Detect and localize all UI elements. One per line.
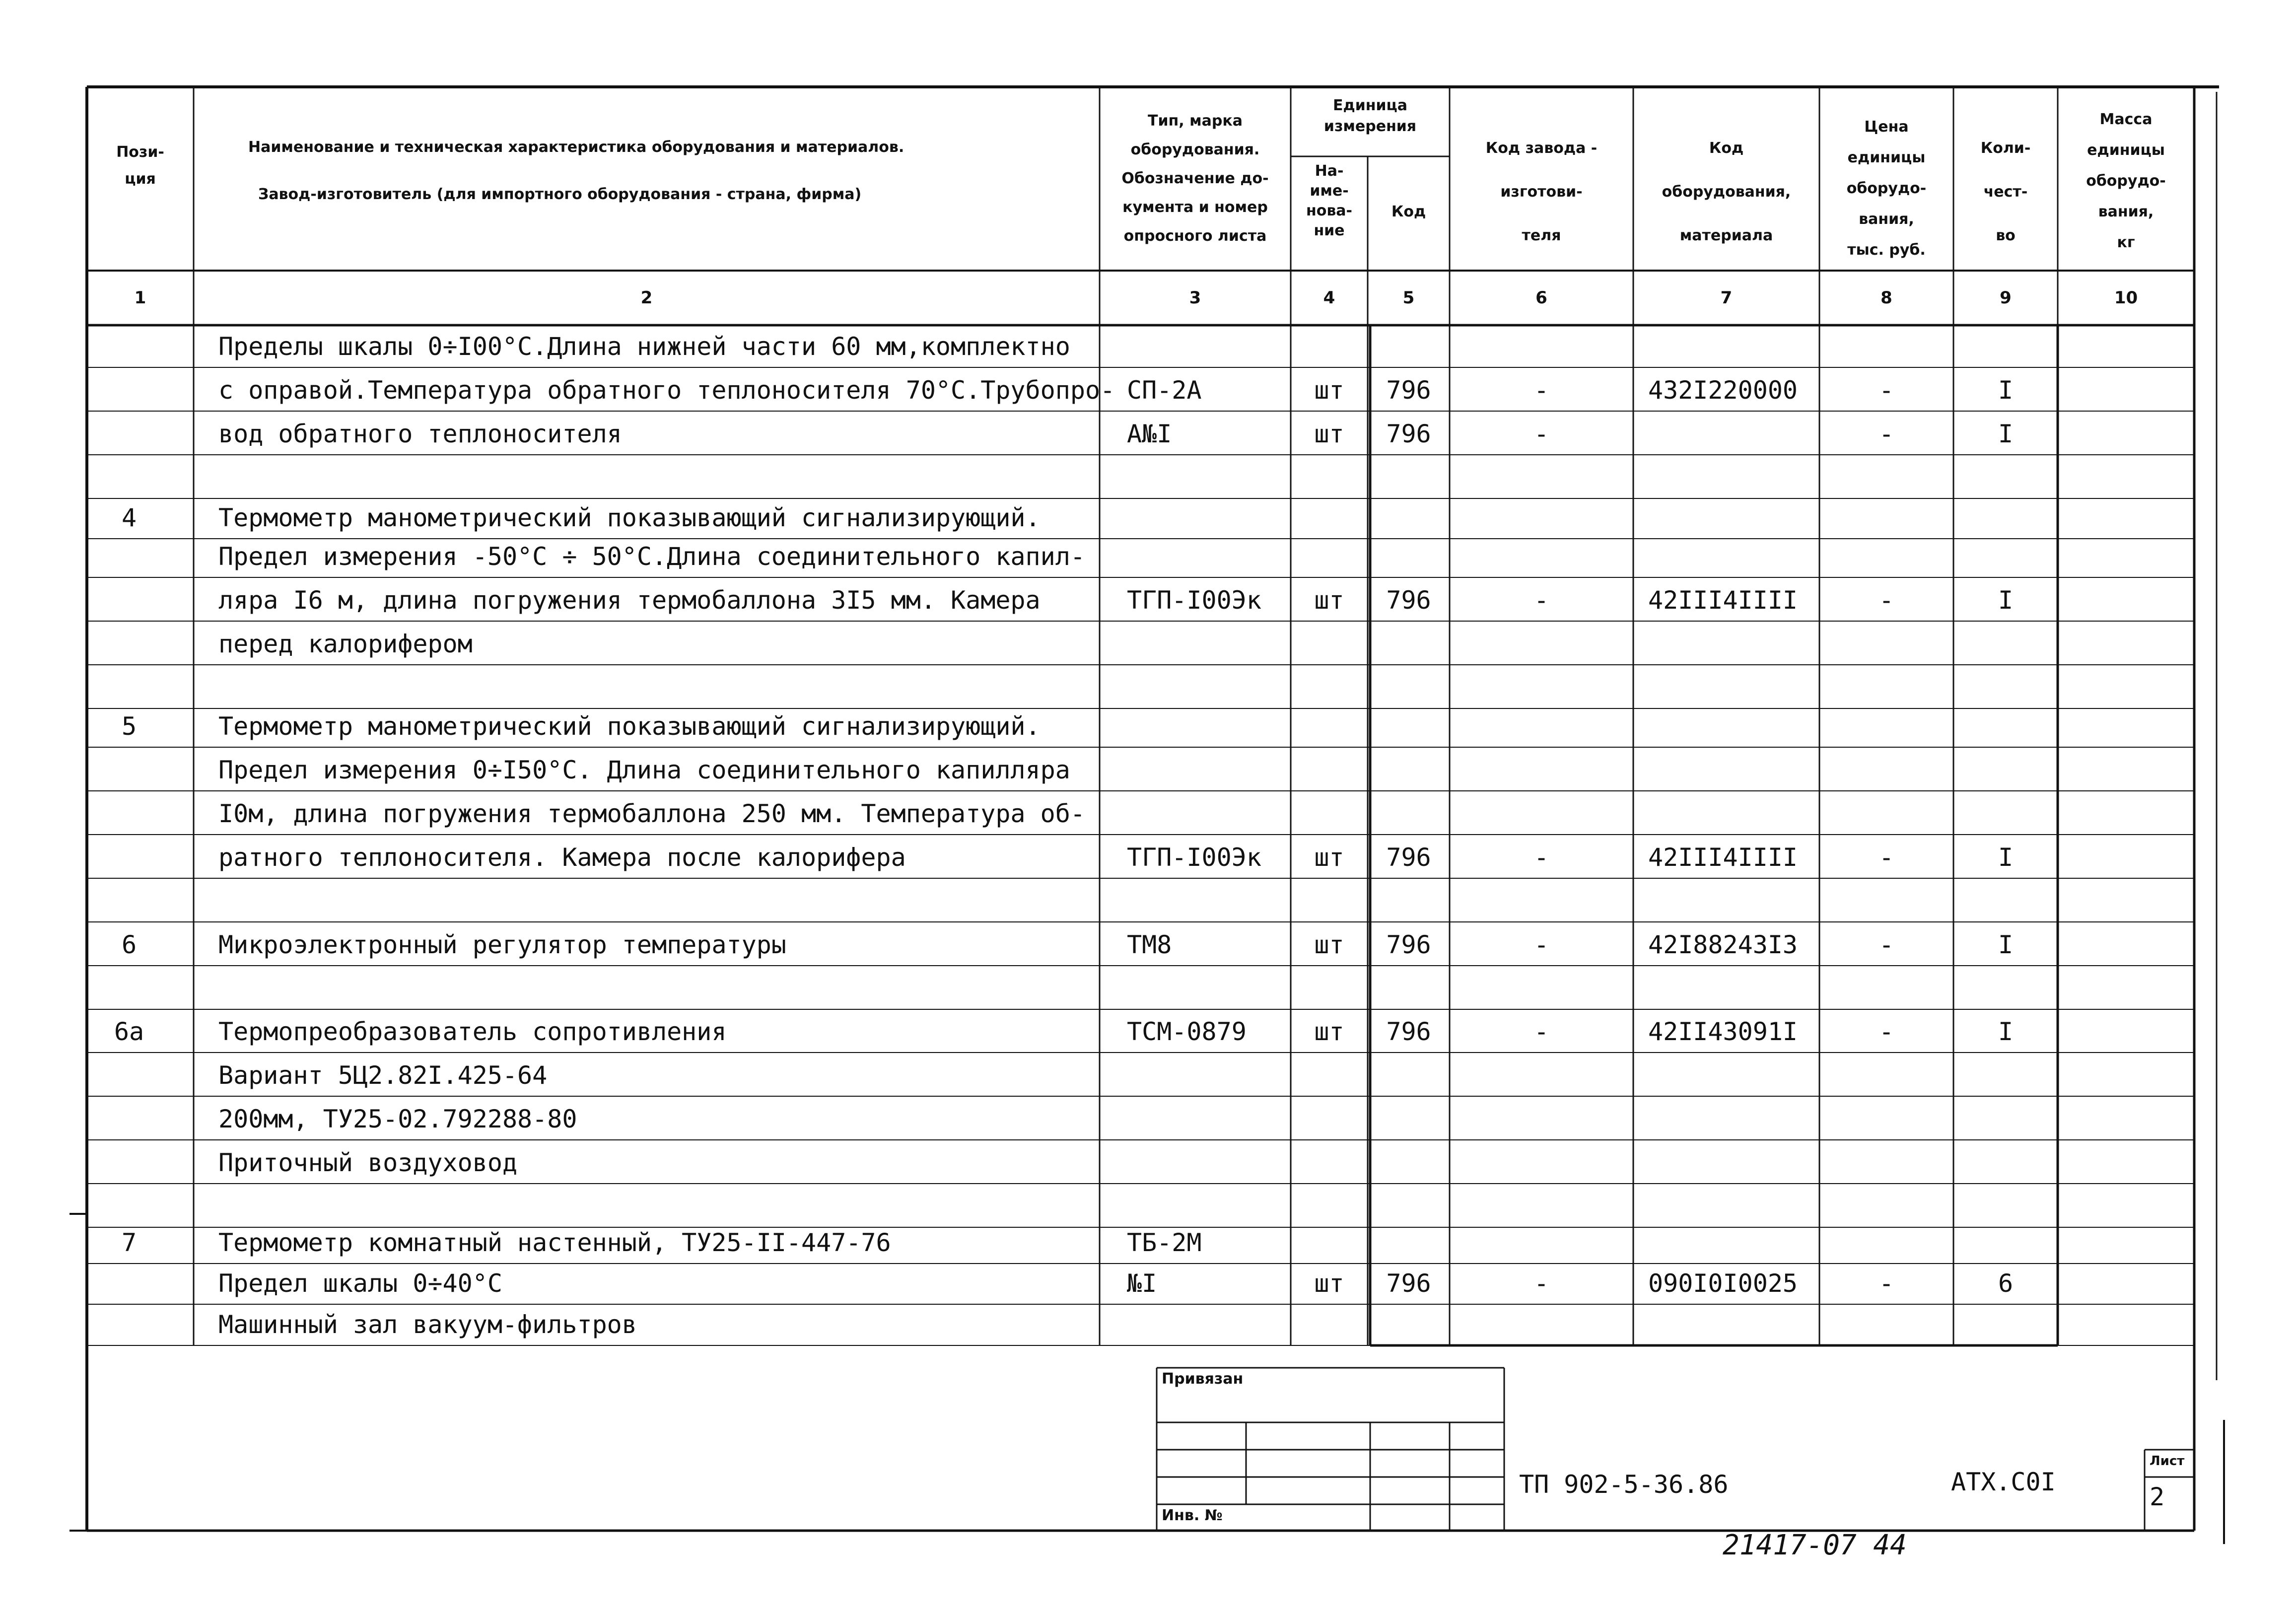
row-quantity: I [1998, 1017, 2014, 1046]
row-unit: шт [1314, 420, 1344, 448]
header-position: Пози- ция [116, 143, 164, 188]
column-number: 10 [2114, 288, 2138, 308]
row-unit-code: 796 [1386, 420, 1431, 448]
row-unit: шт [1314, 376, 1344, 405]
column-number: 3 [1189, 288, 1201, 308]
row-name: 200мм, ТУ25-02.792288-80 [218, 1105, 577, 1133]
row-equipment-code: 090I0I0025 [1648, 1269, 1798, 1298]
row-equipment-code: 42II43091I [1648, 1017, 1798, 1046]
row-unit: шт [1314, 1269, 1344, 1298]
row-type: ТСМ-0879 [1127, 1017, 1247, 1046]
row-position: 6а [114, 1017, 144, 1046]
row-name: Предел шкалы 0÷40°С [218, 1269, 502, 1298]
header-mass: Масса единицы оборудо- вания, кг [2086, 111, 2166, 251]
handwritten-number: 21417-07 44 [1723, 1529, 1907, 1561]
stamp-sheet-number: 2 [2150, 1482, 2165, 1511]
row-equipment-code: 432I220000 [1648, 376, 1798, 405]
row-price: - [1879, 1269, 1894, 1298]
row-price: - [1879, 376, 1894, 405]
row-price: - [1879, 420, 1894, 448]
row-plant-code: - [1533, 930, 1549, 959]
row-position: 6 [121, 930, 137, 959]
row-name: Пределы шкалы 0÷I00°С.Длина нижней части 60 мм,комплектно [218, 332, 1070, 361]
stamp-inventory-label: Инв. № [1162, 1507, 1223, 1524]
row-name: Вариант 5Ц2.82I.425-64 [218, 1061, 548, 1090]
row-name: Термометр манометрический показывающий сигнализирующий. [218, 712, 1041, 741]
row-name: ляра I6 м, длина погружения термобаллона 3I5 мм. Камера [218, 586, 1041, 615]
row-plant-code: - [1533, 1017, 1549, 1046]
row-name: Термопреобразователь сопротивления [218, 1017, 727, 1046]
header-name-line1: Наименование и техническая характеристика оборудования и материалов. [248, 139, 904, 156]
row-quantity: I [1998, 930, 2014, 959]
row-name: ратного теплоносителя. Камера после калорифера [218, 843, 906, 872]
column-number: 4 [1323, 288, 1335, 308]
row-price: - [1879, 843, 1894, 872]
row-name: Предел измерения -50°С ÷ 50°С.Длина соединительного капил- [218, 542, 1085, 571]
row-type: А№I [1127, 420, 1172, 448]
stamp-document-code: ТП 902-5-36.86 [1519, 1470, 1729, 1499]
row-unit-code: 796 [1386, 586, 1431, 615]
row-quantity: I [1998, 376, 2014, 405]
row-price: - [1879, 930, 1894, 959]
row-name: Термометр комнатный настенный, ТУ25-II-447-76 [218, 1228, 891, 1257]
row-price: - [1879, 586, 1894, 615]
row-type: ТГП-I00Эк [1127, 586, 1261, 615]
column-number: 2 [640, 288, 653, 308]
stamp-bound-label: Привязан [1162, 1370, 1244, 1388]
row-name: Машинный зал вакуум-фильтров [218, 1310, 637, 1339]
column-number: 5 [1402, 288, 1415, 308]
row-unit-code: 796 [1386, 1017, 1431, 1046]
column-number: 8 [1880, 288, 1892, 308]
row-type: ТМ8 [1127, 930, 1172, 959]
header-name-line2: Завод-изготовитель (для импортного оборудования - страна, фирма) [258, 186, 862, 203]
row-quantity: I [1998, 843, 2014, 872]
row-unit-code: 796 [1386, 843, 1431, 872]
row-plant-code: - [1533, 376, 1549, 405]
row-name: I0м, длина погружения термобаллона 250 мм. Температура об- [218, 799, 1085, 828]
header-equipment-code: Код оборудования, материала [1662, 140, 1791, 244]
row-position: 5 [121, 712, 137, 741]
row-equipment-code: 42III4IIII [1648, 843, 1798, 872]
header-plant-code: Код завода - изготови- теля [1485, 140, 1598, 244]
row-position: 4 [121, 503, 137, 532]
row-type: ТБ-2М [1127, 1228, 1202, 1257]
header-unit-group: Единица измерения [1323, 97, 1417, 135]
row-price: - [1879, 1017, 1894, 1046]
header-quantity: Коли- чест- во [1980, 140, 2031, 244]
row-unit-code: 796 [1386, 376, 1431, 405]
row-name: Микроэлектронный регулятор температуры [218, 930, 786, 959]
row-plant-code: - [1533, 420, 1549, 448]
stamp-sheet-label: Лист [2150, 1454, 2185, 1469]
column-number: 6 [1535, 288, 1547, 308]
header-unit-code: Код [1391, 203, 1426, 220]
row-name: Термометр манометрический показывающий сигнализирующий. [218, 503, 1041, 532]
row-name: Предел измерения 0÷I50°С. Длина соединительного капилляра [218, 756, 1070, 784]
row-quantity: I [1998, 586, 2014, 615]
row-unit: шт [1314, 586, 1344, 615]
header-type: Тип, марка оборудования. Обозначение до- кумента и номер опросного листа [1121, 112, 1269, 245]
row-unit: шт [1314, 1017, 1344, 1046]
row-type: ТГП-I00Эк [1127, 843, 1261, 872]
column-number: 1 [134, 288, 146, 308]
row-type: СП-2А [1127, 376, 1202, 405]
row-quantity: 6 [1998, 1269, 2014, 1298]
row-unit: шт [1314, 843, 1344, 872]
row-name: с оправой.Температура обратного теплоносителя 70°С.Трубопро- [218, 376, 1115, 405]
row-plant-code: - [1533, 1269, 1549, 1298]
column-number: 7 [1720, 288, 1733, 308]
row-plant-code: - [1533, 843, 1549, 872]
row-position: 7 [121, 1228, 137, 1257]
stamp-sheet-code: АТХ.С0I [1951, 1468, 2056, 1496]
row-name: Приточный воздуховод [218, 1148, 518, 1177]
row-equipment-code: 42III4IIII [1648, 586, 1798, 615]
row-type: №I [1127, 1269, 1157, 1298]
row-equipment-code: 42I88243I3 [1648, 930, 1798, 959]
row-unit-code: 796 [1386, 1269, 1431, 1298]
row-unit: шт [1314, 930, 1344, 959]
header-price: Цена единицы оборудо- вания, тыс. руб. [1846, 118, 1927, 259]
row-name: перед калорифером [218, 630, 473, 658]
row-unit-code: 796 [1386, 930, 1431, 959]
column-number: 9 [2000, 288, 2012, 308]
row-quantity: I [1998, 420, 2014, 448]
header-unit-name: На- име- нова- ние [1306, 162, 1353, 239]
row-name: вод обратного теплоносителя [218, 420, 622, 448]
row-plant-code: - [1533, 586, 1549, 615]
